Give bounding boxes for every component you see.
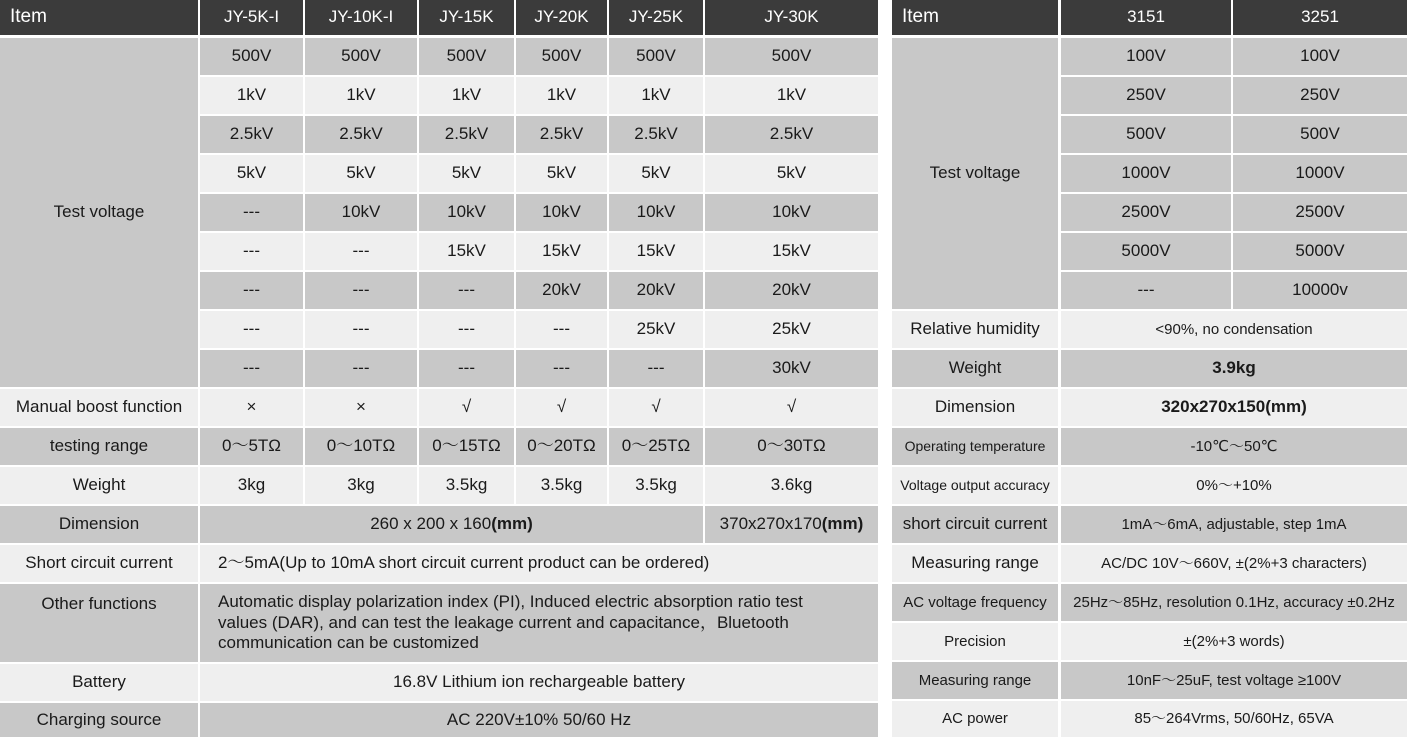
left-test-voltage-cell: --- bbox=[516, 350, 607, 387]
left-testing-range-cell: 0～10TΩ bbox=[305, 428, 417, 465]
left-manual-boost-label: Manual boost function bbox=[0, 389, 198, 426]
left-test-voltage-cell: 20kV bbox=[516, 272, 607, 309]
left-manual-boost-cell: √ bbox=[705, 389, 878, 426]
left-testing-range-cell: 0～25TΩ bbox=[609, 428, 703, 465]
right-spec-label: short circuit current bbox=[892, 506, 1058, 543]
left-dimension-b bbox=[705, 506, 878, 543]
right-spec-value: 85～264Vrms, 50/60Hz, 65VA bbox=[1061, 701, 1407, 737]
left-test-voltage-cell: 1kV bbox=[200, 77, 303, 114]
left-weight-cell: 3kg bbox=[200, 467, 303, 504]
left-weight-cell: 3.6kg bbox=[705, 467, 878, 504]
left-test-voltage-cell: 10kV bbox=[609, 194, 703, 231]
left-test-voltage-cell: --- bbox=[305, 272, 417, 309]
left-test-voltage-cell: 5kV bbox=[305, 155, 417, 192]
left-dimension-a bbox=[200, 506, 703, 543]
left-testing-range-label: testing range bbox=[0, 428, 198, 465]
left-charging-label: Charging source bbox=[0, 703, 198, 737]
right-spec-label: AC power bbox=[892, 701, 1058, 737]
right-spec-value: 320x270x150(mm) bbox=[1061, 389, 1407, 426]
left-test-voltage-cell: --- bbox=[305, 350, 417, 387]
right-test-voltage-cell: 250V bbox=[1061, 77, 1231, 114]
left-weight-cell: 3.5kg bbox=[419, 467, 514, 504]
left-test-voltage-cell: 1kV bbox=[705, 77, 878, 114]
left-test-voltage-cell: 10kV bbox=[419, 194, 514, 231]
left-test-voltage-label: Test voltage bbox=[0, 38, 198, 387]
right-spec-value: 3.9kg bbox=[1061, 350, 1407, 387]
left-header-item: Item bbox=[0, 0, 198, 35]
left-manual-boost-cell: √ bbox=[609, 389, 703, 426]
right-test-voltage-cell: 500V bbox=[1233, 116, 1407, 153]
right-test-voltage-cell: 100V bbox=[1061, 38, 1231, 75]
left-test-voltage-cell: 500V bbox=[516, 38, 607, 75]
dimension-value: 260 x 200 x 160 bbox=[370, 514, 492, 534]
left-charging-value: AC 220V±10% 50/60 Hz bbox=[200, 703, 878, 737]
right-spec-value: 10nF～25uF, test voltage ≥100V bbox=[1061, 662, 1407, 699]
right-test-voltage-cell: --- bbox=[1061, 272, 1231, 309]
right-test-voltage-cell: 250V bbox=[1233, 77, 1407, 114]
right-spec-label: Measuring range bbox=[892, 545, 1058, 582]
left-test-voltage-cell: 2.5kV bbox=[305, 116, 417, 153]
left-test-voltage-cell: 10kV bbox=[516, 194, 607, 231]
left-test-voltage-cell: 500V bbox=[609, 38, 703, 75]
left-test-voltage-cell: --- bbox=[419, 350, 514, 387]
left-short-circuit-value: 2～5mA(Up to 10mA short circuit current product can be ordered) bbox=[200, 545, 878, 582]
left-testing-range-cell: 0～20TΩ bbox=[516, 428, 607, 465]
right-spec-label: Dimension bbox=[892, 389, 1058, 426]
left-test-voltage-cell: 15kV bbox=[609, 233, 703, 270]
right-test-voltage-cell: 5000V bbox=[1233, 233, 1407, 270]
right-test-voltage-cell: 2500V bbox=[1233, 194, 1407, 231]
left-test-voltage-cell: 25kV bbox=[609, 311, 703, 348]
left-weight-label: Weight bbox=[0, 467, 198, 504]
left-test-voltage-cell: 2.5kV bbox=[705, 116, 878, 153]
right-test-voltage-label: Test voltage bbox=[892, 38, 1058, 309]
right-spec-value: AC/DC 10V～660V, ±(2%+3 characters) bbox=[1061, 545, 1407, 582]
right-header-model: 3151 bbox=[1061, 0, 1231, 35]
left-test-voltage-cell: 5kV bbox=[200, 155, 303, 192]
left-header-model: JY-15K bbox=[419, 0, 514, 35]
right-spec-value: ±(2%+3 words) bbox=[1061, 623, 1407, 660]
left-header-model: JY-10K-I bbox=[305, 0, 417, 35]
left-battery-label: Battery bbox=[0, 664, 198, 701]
right-spec-label: Weight bbox=[892, 350, 1058, 387]
left-test-voltage-cell: 5kV bbox=[516, 155, 607, 192]
left-test-voltage-cell: 20kV bbox=[705, 272, 878, 309]
left-dimension-label: Dimension bbox=[0, 506, 198, 543]
left-test-voltage-cell: 2.5kV bbox=[200, 116, 303, 153]
left-test-voltage-cell: --- bbox=[609, 350, 703, 387]
left-test-voltage-cell: --- bbox=[419, 272, 514, 309]
left-weight-cell: 3.5kg bbox=[609, 467, 703, 504]
right-test-voltage-cell: 100V bbox=[1233, 38, 1407, 75]
right-test-voltage-cell: 2500V bbox=[1061, 194, 1231, 231]
dimension-value: 370x270x170 bbox=[719, 514, 822, 534]
left-test-voltage-cell: 500V bbox=[705, 38, 878, 75]
left-test-voltage-cell: 15kV bbox=[419, 233, 514, 270]
left-test-voltage-cell: 2.5kV bbox=[609, 116, 703, 153]
left-testing-range-cell: 0～15TΩ bbox=[419, 428, 514, 465]
right-spec-value: -10℃～50℃ bbox=[1061, 428, 1407, 465]
left-header-model: JY-25K bbox=[609, 0, 703, 35]
right-spec-label: Operating temperature bbox=[892, 428, 1058, 465]
left-other-functions-value: Automatic display polarization index (PI), Induced electric absorption ratio test values (DAR), and can test the leakage current and capacitance，Bluetooth communication can be customized bbox=[200, 584, 878, 662]
left-test-voltage-cell: 2.5kV bbox=[516, 116, 607, 153]
left-weight-cell: 3kg bbox=[305, 467, 417, 504]
left-test-voltage-cell: --- bbox=[200, 194, 303, 231]
right-spec-label: Voltage output accuracy bbox=[892, 467, 1058, 504]
right-test-voltage-cell: 1000V bbox=[1061, 155, 1231, 192]
right-spec-label: Relative humidity bbox=[892, 311, 1058, 348]
left-battery-value: 16.8V Lithium ion rechargeable battery bbox=[200, 664, 878, 701]
left-test-voltage-cell: 500V bbox=[419, 38, 514, 75]
left-test-voltage-cell: 10kV bbox=[705, 194, 878, 231]
right-spec-value: 0%～+10% bbox=[1061, 467, 1407, 504]
left-test-voltage-cell: --- bbox=[305, 233, 417, 270]
left-test-voltage-cell: 1kV bbox=[516, 77, 607, 114]
right-test-voltage-cell: 1000V bbox=[1233, 155, 1407, 192]
left-header-model: JY-20K bbox=[516, 0, 607, 35]
left-test-voltage-cell: 500V bbox=[305, 38, 417, 75]
left-test-voltage-cell: 1kV bbox=[609, 77, 703, 114]
right-spec-label: Measuring range bbox=[892, 662, 1058, 699]
left-testing-range-cell: 0～30TΩ bbox=[705, 428, 878, 465]
left-manual-boost-cell: × bbox=[305, 389, 417, 426]
left-test-voltage-cell: --- bbox=[305, 311, 417, 348]
left-manual-boost-cell: × bbox=[200, 389, 303, 426]
left-test-voltage-cell: --- bbox=[419, 311, 514, 348]
left-short-circuit-label: Short circuit current bbox=[0, 545, 198, 582]
dimension-unit: (mm) bbox=[821, 514, 864, 534]
left-test-voltage-cell: --- bbox=[200, 272, 303, 309]
left-manual-boost-cell: √ bbox=[419, 389, 514, 426]
left-test-voltage-cell: --- bbox=[200, 311, 303, 348]
left-test-voltage-cell: --- bbox=[200, 233, 303, 270]
right-spec-label: AC voltage frequency bbox=[892, 584, 1058, 621]
left-manual-boost-cell: √ bbox=[516, 389, 607, 426]
left-header-model: JY-5K-I bbox=[200, 0, 303, 35]
left-test-voltage-cell: 10kV bbox=[305, 194, 417, 231]
left-test-voltage-cell: 25kV bbox=[705, 311, 878, 348]
left-test-voltage-cell: --- bbox=[200, 350, 303, 387]
left-test-voltage-cell: 20kV bbox=[609, 272, 703, 309]
left-test-voltage-cell: 1kV bbox=[419, 77, 514, 114]
left-header-model: JY-30K bbox=[705, 0, 878, 35]
left-test-voltage-cell: 1kV bbox=[305, 77, 417, 114]
left-test-voltage-cell: --- bbox=[516, 311, 607, 348]
right-test-voltage-cell: 10000v bbox=[1233, 272, 1407, 309]
left-weight-cell: 3.5kg bbox=[516, 467, 607, 504]
right-spec-value: 1mA～6mA, adjustable, step 1mA bbox=[1061, 506, 1407, 543]
left-test-voltage-cell: 30kV bbox=[705, 350, 878, 387]
right-test-voltage-cell: 500V bbox=[1061, 116, 1231, 153]
right-spec-value: <90%, no condensation bbox=[1061, 311, 1407, 348]
left-test-voltage-cell: 500V bbox=[200, 38, 303, 75]
right-header-item: Item bbox=[892, 0, 1058, 35]
left-test-voltage-cell: 5kV bbox=[419, 155, 514, 192]
right-spec-value: 25Hz～85Hz, resolution 0.1Hz, accuracy ±0.2Hz bbox=[1061, 584, 1407, 621]
left-test-voltage-cell: 2.5kV bbox=[419, 116, 514, 153]
left-test-voltage-cell: 15kV bbox=[516, 233, 607, 270]
left-other-functions-label: Other functions bbox=[0, 584, 198, 662]
left-test-voltage-cell: 5kV bbox=[705, 155, 878, 192]
right-spec-label: Precision bbox=[892, 623, 1058, 660]
left-testing-range-cell: 0～5TΩ bbox=[200, 428, 303, 465]
left-test-voltage-cell: 15kV bbox=[705, 233, 878, 270]
dimension-unit: (mm) bbox=[491, 514, 533, 534]
right-test-voltage-cell: 5000V bbox=[1061, 233, 1231, 270]
left-test-voltage-cell: 5kV bbox=[609, 155, 703, 192]
right-header-model: 3251 bbox=[1233, 0, 1407, 35]
